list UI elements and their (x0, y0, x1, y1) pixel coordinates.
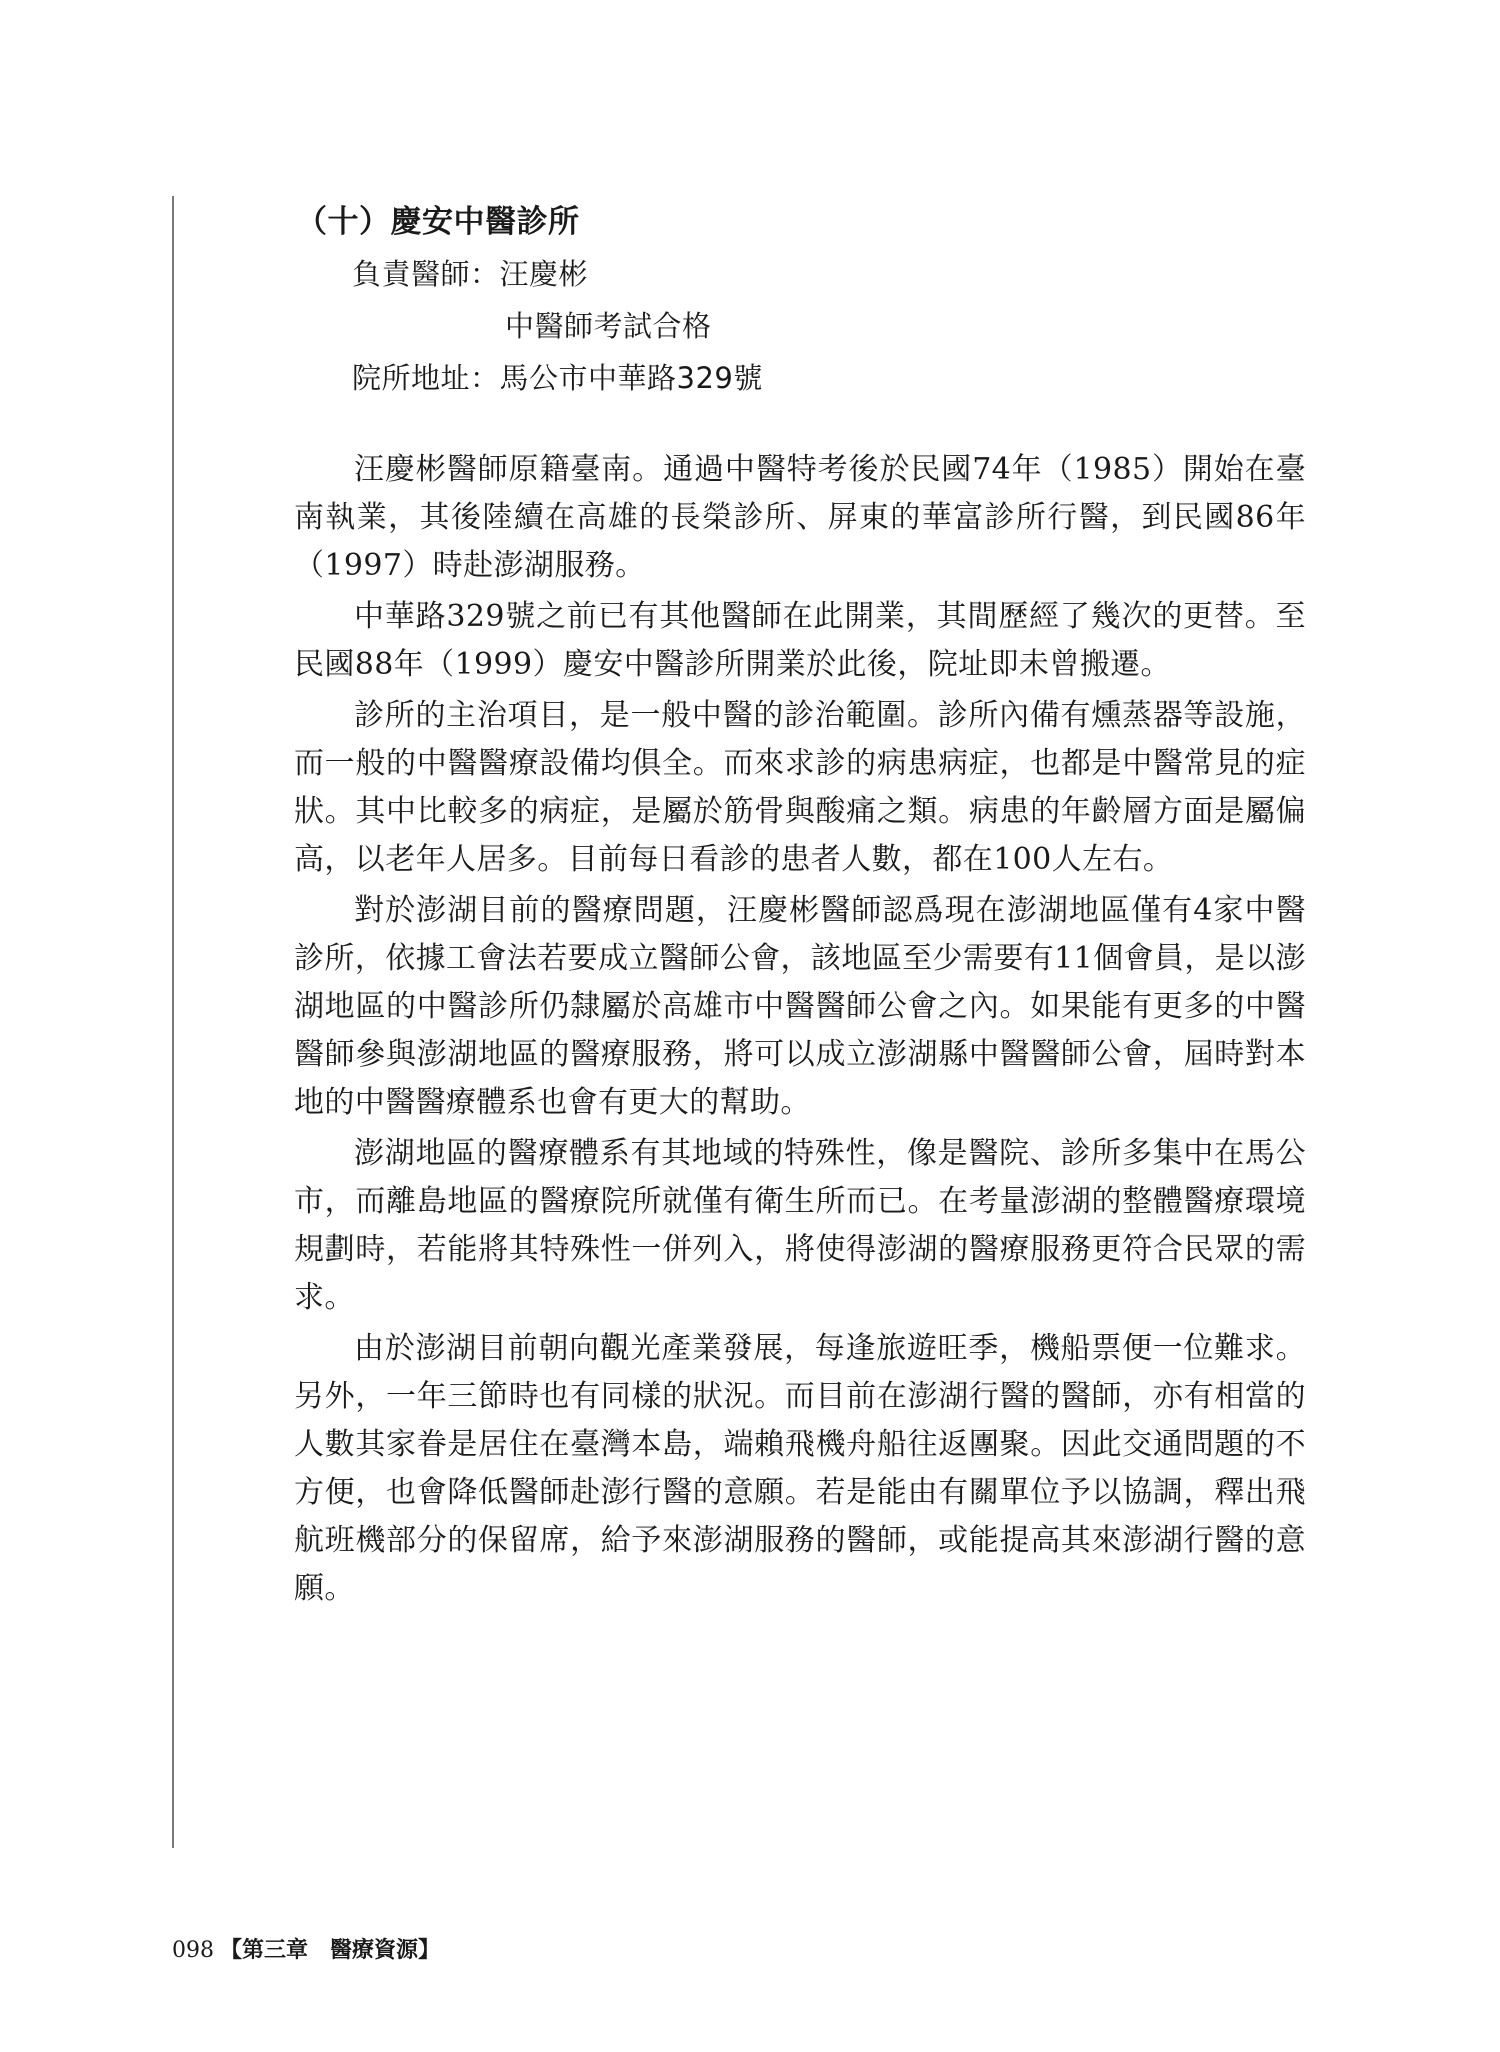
doctor-line: 負責醫師：汪慶彬 (352, 257, 589, 291)
margin-rule (172, 196, 174, 1848)
address-line: 院所地址：馬公市中華路329號 (352, 361, 763, 395)
body-text (294, 446, 1306, 1616)
paragraph: 診所的主治項目，是一般中醫的診治範圍。診所內備有燻蒸器等設施，而一般的中醫醫療設備均俱全。而來求診的病患病症，也都是中醫常見的症狀。其中比較多的病症，是屬於筋骨與酸痛之類。病患的年齡層方面是屬偏高，以老年人居多。目前每日看診的患者人數，都在100人左右。 (294, 698, 1306, 877)
paragraph: 中華路329號之前已有其他醫師在此開業，其間歷經了幾次的更替。至民國88年（1999）慶安中醫診所開業於此後，院址即未曾搬遷。 (294, 599, 1306, 682)
page-footer (172, 1933, 440, 1964)
paragraph: 對於澎湖目前的醫療問題，汪慶彬醫師認爲現在澎湖地區僅有4家中醫診所，依據工會法若要成立醫師公會，該地區至少需要有11個會員，是以澎湖地區的中醫診所仍隸屬於高雄市中醫醫師公會之內。如果能有更多的中醫醫師參與澎湖地區的醫療服務，將可以成立澎湖縣中醫醫師公會，屆時對本地的中醫醫療體系也會有更大的幫助。 (294, 893, 1306, 1120)
chapter-label: 【第三章 醫療資源】 (220, 1937, 441, 1963)
section-title: （十）慶安中醫診所 (296, 204, 580, 240)
paragraph: 澎湖地區的醫療體系有其地域的特殊性，像是醫院、診所多集中在馬公市，而離島地區的醫療院所就僅有衛生所而已。在考量澎湖的整體醫療環境規劃時，若能將其特殊性一併列入，將使得澎湖的醫療服務更符合民眾的需求。 (294, 1136, 1306, 1315)
page-number: 098 (172, 1938, 214, 1963)
qualification-line: 中醫師考試合格 (505, 309, 712, 343)
paragraph: 由於澎湖目前朝向觀光產業發展，每逢旅遊旺季，機船票便一位難求。另外，一年三節時也有同樣的狀況。而目前在澎湖行醫的醫師，亦有相當的人數其家眷是居住在臺灣本島，端賴飛機舟船往返團聚。因此交通問題的不方便，也會降低醫師赴澎行醫的意願。若是能由有關單位予以協調，釋出飛航班機部分的保留席，給予來澎湖服務的醫師，或能提高其來澎湖行醫的意願。 (294, 1331, 1306, 1606)
paragraph: 汪慶彬醫師原籍臺南。通過中醫特考後於民國74年（1985）開始在臺南執業，其後陸續在高雄的長榮診所、屏東的華富診所行醫，到民國86年（1997）時赴澎湖服務。 (294, 452, 1306, 583)
